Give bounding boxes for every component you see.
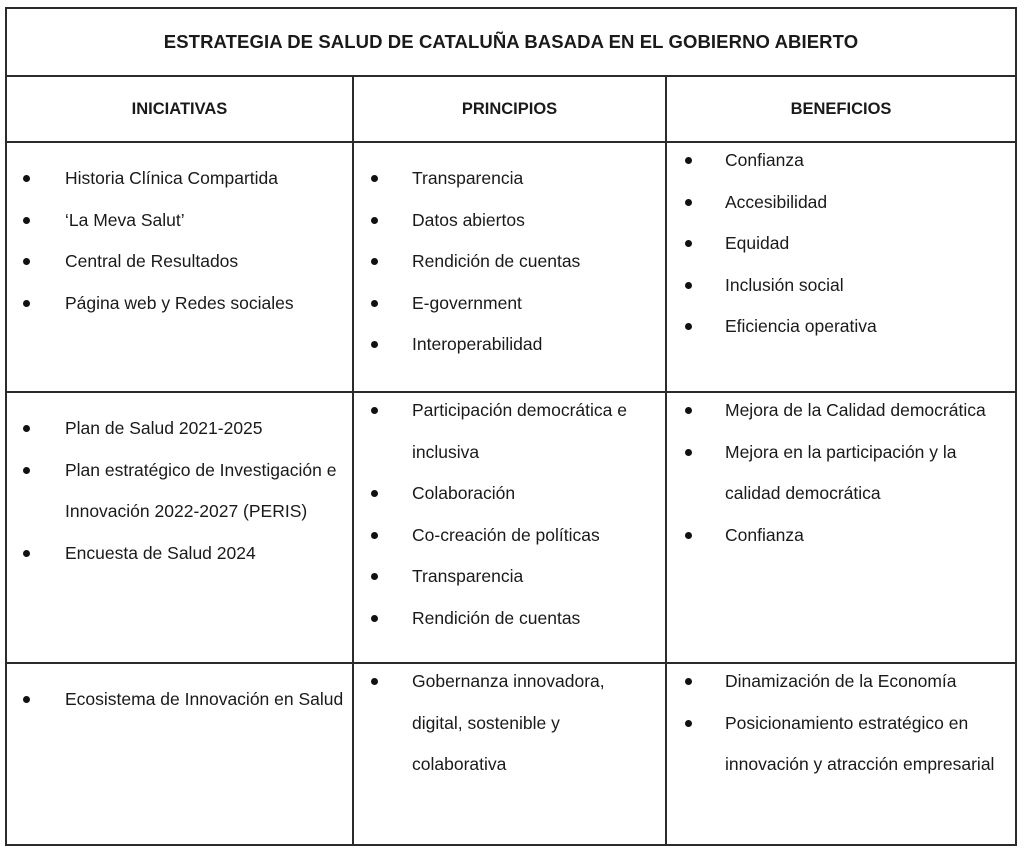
cell-iniciativas — [7, 664, 354, 844]
list-item — [667, 306, 1015, 348]
list-item-text: Colaboración — [412, 483, 516, 504]
bullet-icon — [685, 199, 692, 206]
list-item — [7, 200, 352, 242]
list-item — [7, 679, 352, 721]
list-item-text: Datos abiertos — [412, 209, 525, 230]
header-principios: PRINCIPIOS — [354, 77, 667, 141]
list-item-text: Plan estratégico de Investigación e Innovación 2022-2027 (PERIS) — [65, 459, 337, 522]
principios-list — [354, 390, 665, 640]
bullet-icon — [23, 696, 30, 703]
bullet-icon — [371, 573, 378, 580]
list-item-text: Transparencia — [412, 168, 524, 188]
iniciativas-list — [7, 679, 352, 721]
list-item-text: Central de Resultados — [65, 251, 239, 272]
list-item — [354, 390, 665, 473]
bullet-icon — [685, 532, 692, 539]
list-item — [667, 182, 1015, 224]
iniciativas-list — [7, 408, 352, 574]
bullet-icon — [23, 467, 30, 474]
list-item — [667, 515, 1015, 557]
list-item — [667, 661, 1015, 703]
list-item-text: Ecosistema de Innovación en Salud — [65, 689, 344, 709]
bullet-icon — [371, 407, 378, 414]
table-title: ESTRATEGIA DE SALUD DE CATALUÑA BASADA EN EL GOBIERNO ABIERTO — [7, 9, 1015, 77]
bullet-icon — [685, 323, 692, 330]
list-item-text: Rendición de cuentas — [412, 251, 581, 272]
principios-list — [354, 661, 665, 786]
list-item — [354, 556, 665, 598]
list-item-text: Interoperabilidad — [412, 334, 543, 355]
cell-beneficios — [667, 393, 1015, 662]
bullet-icon — [371, 490, 378, 497]
bullet-icon — [23, 175, 30, 182]
table-row — [7, 143, 1015, 393]
table-row — [7, 664, 1015, 844]
cell-beneficios — [667, 664, 1015, 844]
bullet-icon — [23, 258, 30, 265]
list-item — [354, 473, 665, 515]
beneficios-list — [667, 140, 1015, 348]
bullet-icon — [371, 258, 378, 265]
header-row — [7, 77, 1015, 143]
list-item-text: Plan de Salud 2021-2025 — [65, 418, 263, 438]
cell-iniciativas — [7, 143, 354, 391]
list-item — [354, 158, 665, 200]
beneficios-list — [667, 390, 1015, 556]
bullet-icon — [685, 240, 692, 247]
bullet-icon — [371, 678, 378, 685]
bullet-icon — [685, 449, 692, 456]
bullet-icon — [23, 217, 30, 224]
list-item-text: Equidad — [725, 233, 790, 254]
list-item — [7, 241, 352, 283]
bullet-icon — [371, 217, 378, 224]
cell-principios — [354, 664, 667, 844]
list-item-text: Dinamización de la Economía — [725, 671, 957, 691]
iniciativas-list — [7, 158, 352, 324]
beneficios-list — [667, 661, 1015, 786]
list-item — [7, 158, 352, 200]
cell-beneficios — [667, 143, 1015, 391]
list-item-text: Participación democrática e inclusiva — [412, 400, 627, 462]
list-item-text: Encuesta de Salud 2024 — [65, 542, 256, 563]
header-beneficios: BENEFICIOS — [790, 99, 892, 118]
list-item-text: Co-creación de políticas — [412, 524, 600, 545]
bullet-icon — [23, 425, 30, 432]
bullet-icon — [23, 300, 30, 307]
table-row — [7, 393, 1015, 664]
bullet-icon — [23, 550, 30, 557]
cell-principios — [354, 393, 667, 662]
list-item-text: Rendición de cuentas — [412, 607, 581, 628]
bullet-icon — [371, 300, 378, 307]
list-item — [7, 450, 352, 533]
bullet-icon — [685, 720, 692, 727]
list-item — [667, 432, 1015, 515]
list-item — [354, 200, 665, 242]
list-item-text: Historia Clínica Compartida — [65, 168, 278, 188]
list-item-text: Página web y Redes sociales — [65, 292, 294, 313]
list-item — [667, 703, 1015, 786]
list-item-text: Transparencia — [412, 566, 524, 587]
list-item — [667, 390, 1015, 432]
list-item — [354, 515, 665, 557]
list-item — [354, 598, 665, 640]
bullet-icon — [685, 157, 692, 164]
strategy-table — [5, 7, 1017, 846]
bullet-icon — [371, 615, 378, 622]
list-item — [354, 241, 665, 283]
list-item-text: Confianza — [725, 150, 804, 170]
list-item-text: Eficiencia operativa — [725, 316, 877, 337]
list-item — [667, 140, 1015, 182]
list-item — [354, 661, 665, 786]
list-item — [7, 408, 352, 450]
bullet-icon — [371, 175, 378, 182]
list-item — [7, 533, 352, 575]
list-item-text: Gobernanza innovadora, digital, sostenible y colaborativa — [412, 671, 605, 775]
principios-list — [354, 158, 665, 366]
list-item — [354, 283, 665, 325]
list-item-text: Mejora de la Calidad democrática — [725, 400, 986, 420]
list-item-text: Confianza — [725, 524, 804, 545]
bullet-icon — [371, 341, 378, 348]
list-item — [667, 223, 1015, 265]
list-item-text: Posicionamiento estratégico en innovación y atracción empresarial — [725, 712, 995, 775]
cell-principios — [354, 143, 667, 391]
bullet-icon — [685, 678, 692, 685]
list-item — [667, 265, 1015, 307]
list-item — [7, 283, 352, 325]
list-item — [354, 324, 665, 366]
bullet-icon — [371, 532, 378, 539]
list-item-text: Mejora en la participación y la calidad democrática — [725, 441, 957, 504]
list-item-text: ‘La Meva Salut’ — [65, 209, 185, 230]
list-item-text: Accesibilidad — [725, 191, 828, 212]
cell-iniciativas — [7, 393, 354, 662]
list-item-text: Inclusión social — [725, 274, 844, 295]
list-item-text: E-government — [412, 292, 522, 313]
header-iniciativas: INICIATIVAS — [7, 77, 354, 141]
bullet-icon — [685, 282, 692, 289]
bullet-icon — [685, 407, 692, 414]
